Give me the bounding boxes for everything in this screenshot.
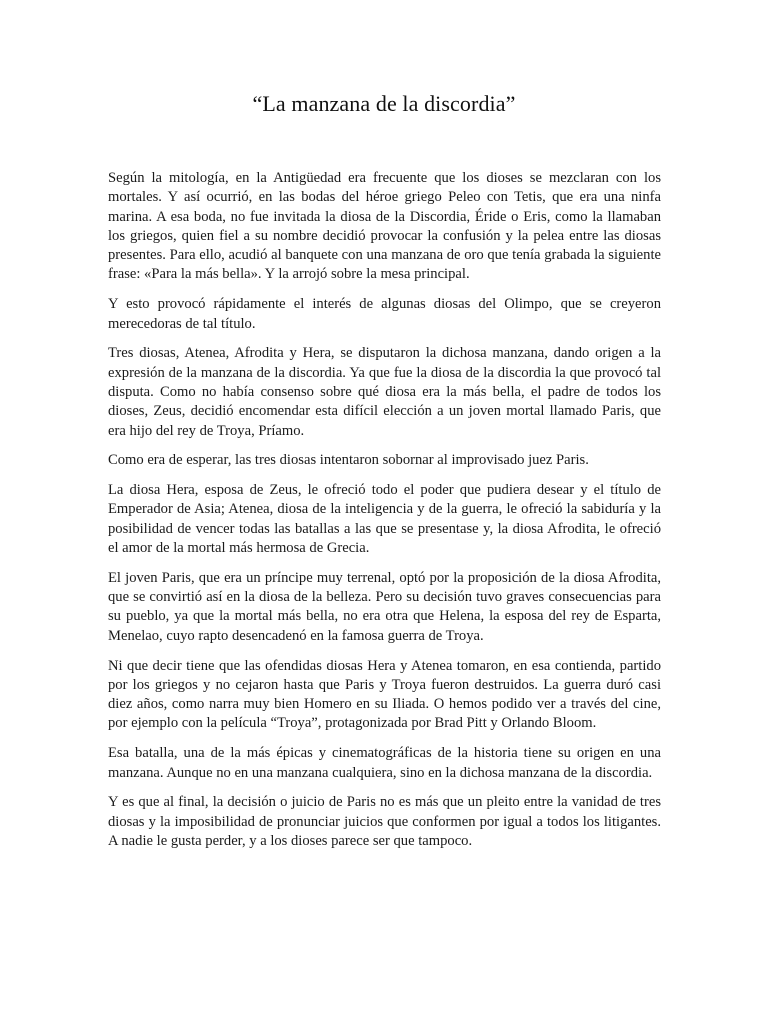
paragraph-5: La diosa Hera, esposa de Zeus, le ofreció todo el poder que pudiera desear y el título de Emperador de Asia; Atenea, diosa de la inteligencia y de la guerra, le ofreció la sabiduría y la posibilidad de vencer todas las batallas a las que se presentase y, la diosa Afrodita, le ofreció el amor de la mortal más hermosa de Grecia.	[108, 482, 661, 557]
paragraph-3: Tres diosas, Atenea, Afrodita y Hera, se disputaron la dichosa manzana, dando origen a la expresión de la manzana de la discordia. Ya que fue la diosa de la discordia la que provocó tal disputa. Como no había consenso sobre qué diosa era la más bella, el padre de todos los dioses, Zeus, decidió encomendar esta difícil elección a un joven mortal llamado Paris, que era hijo del rey de Troya, Príamo.	[108, 345, 661, 439]
paragraph-2: Y esto provocó rápidamente el interés de algunas diosas del Olimpo, que se creyeron merecedoras de tal título.	[108, 296, 661, 332]
paragraph-4: Como era de esperar, las tres diosas intentaron sobornar al improvisado juez Paris.	[108, 452, 589, 469]
paragraph-9: Y es que al final, la decisión o juicio de Paris no es más que un pleito entre la vanidad de tres diosas y la imposibilidad de pronunciar juicios que conformen por igual a todos los litigantes. A nadie le gusta perder, y a los dioses parece ser que tampoco.	[108, 794, 661, 849]
paragraph-8: Esa batalla, una de la más épicas y cinematográficas de la historia tiene su origen en una manzana. Aunque no en una manzana cualquiera, sino en la dichosa manzana de la discordia.	[108, 745, 661, 781]
paragraph-7: Ni que decir tiene que las ofendidas diosas Hera y Atenea tomaron, en esa contienda, partido por los griegos y no cejaron hasta que Paris y Troya fueron destruidos. La guerra duró casi diez años, como narra muy bien Homero en su Iliada. O hemos podido ver a través del cine, por ejemplo con la película “Troya”, protagonizada por Brad Pitt y Orlando Bloom.	[108, 657, 661, 732]
paragraph-1: Según la mitología, en la Antigüedad era frecuente que los dioses se mezclaran con los mortales. Y así ocurrió, en las bodas del héroe griego Peleo con Tetis, que era una ninfa marina. A esa boda, no fue invitada la diosa de la Discordia, Éride o Eris, como la llamaban los griegos, quien fiel a su nombre decidió provocar la confusión y la pelea entre las diosas presentes. Para ello, acudió al banquete con una manzana de oro que tenía grabada la siguiente frase: «Para la más bella». Y la arrojó sobre la mesa principal.	[108, 170, 661, 283]
document-title: “La manzana de la discordia”	[252, 91, 516, 116]
paragraph-6: El joven Paris, que era un príncipe muy terrenal, optó por la proposición de la diosa Afrodita, que se convirtió así en la diosa de la belleza. Pero su decisión tuvo graves consecuencias para su pueblo, ya que la mortal más bella, no era otra que Helena, la esposa del rey de Esparta, Menelao, cuyo rapto desencadenó en la famosa guerra de Troya.	[108, 569, 661, 644]
document-body	[108, 169, 661, 862]
